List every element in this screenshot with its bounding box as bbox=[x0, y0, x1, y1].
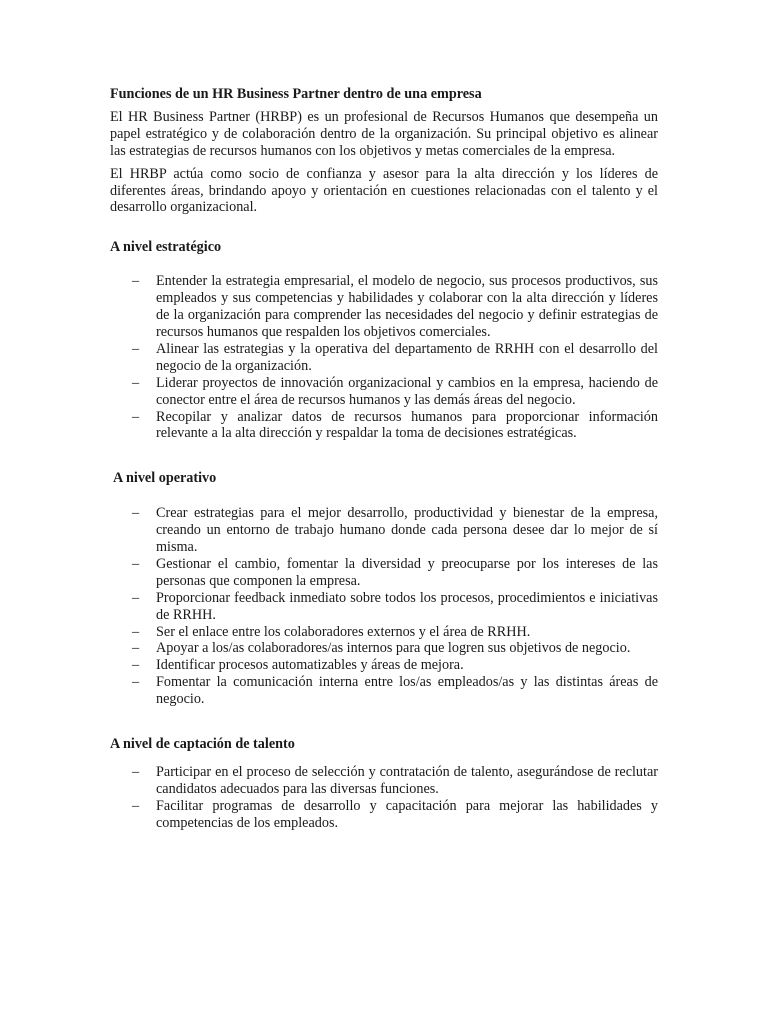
list-item bbox=[110, 624, 658, 641]
list-item bbox=[110, 590, 658, 624]
dash-bullet: – bbox=[132, 589, 140, 606]
dash-bullet: – bbox=[132, 340, 140, 357]
list-item bbox=[110, 375, 658, 409]
dash-bullet: – bbox=[132, 674, 140, 691]
list-item-text: Fomentar la comunicación interna entre los/as empleados/as y las distintas áreas de negocio. bbox=[156, 674, 658, 708]
list-item-text: Liderar proyectos de innovación organizacional y cambios en la empresa, haciendo de conector entre el área de recursos humanos y las demás áreas del negocio. bbox=[156, 374, 658, 408]
section-heading-operational: A nivel operativo bbox=[113, 470, 217, 487]
dash-bullet: – bbox=[132, 374, 140, 391]
list-item-text: Identificar procesos automatizables y áreas de mejora. bbox=[156, 657, 464, 674]
list-item-text: Proporcionar feedback inmediato sobre todos los procesos, procedimientos e iniciativas de RRHH. bbox=[156, 589, 658, 623]
list-item-text: Alinear las estrategias y la operativa del departamento de RRHH con el desarrollo del negocio de la organización. bbox=[156, 340, 658, 374]
dash-bullet: – bbox=[132, 623, 140, 640]
bullet-list-talent bbox=[110, 764, 658, 832]
list-item bbox=[110, 273, 658, 341]
list-item bbox=[110, 556, 658, 590]
intro-paragraph-2: El HRBP actúa como socio de confianza y asesor para la alta dirección y los líderes de diferentes áreas, brindando apoyo y orientación en cuestiones relacionadas con el talento y el desarrollo organizacional. bbox=[110, 165, 658, 216]
bullet-list-strategic bbox=[110, 273, 658, 442]
dash-bullet: – bbox=[132, 764, 140, 780]
dash-bullet: – bbox=[132, 273, 140, 290]
list-item bbox=[110, 764, 658, 798]
list-item-text: Participar en el proceso de selección y contratación de talento, asegurándose de reclutar candidatos adecuados para las diversas funciones. bbox=[156, 764, 658, 797]
dash-bullet: – bbox=[132, 640, 140, 657]
dash-bullet: – bbox=[132, 657, 140, 674]
list-item bbox=[110, 798, 658, 832]
document-title: Funciones de un HR Business Partner dentro de una empresa bbox=[110, 86, 482, 102]
list-item-text: Facilitar programas de desarrollo y capacitación para mejorar las habilidades y competencias de los empleados. bbox=[156, 797, 658, 831]
dash-bullet: – bbox=[132, 555, 140, 572]
list-item bbox=[110, 341, 658, 375]
list-item-text: Crear estrategias para el mejor desarrollo, productividad y bienestar de la empresa, creando un entorno de trabajo humano donde cada persona desee dar lo mejor de sí misma. bbox=[156, 505, 658, 556]
list-item bbox=[110, 505, 658, 556]
list-item-text: Gestionar el cambio, fomentar la diversidad y preocuparse por los intereses de las personas que componen la empresa. bbox=[156, 555, 658, 589]
dash-bullet: – bbox=[132, 797, 140, 814]
section-heading-strategic: A nivel estratégico bbox=[110, 239, 222, 256]
list-item bbox=[110, 640, 658, 657]
list-item bbox=[110, 674, 658, 708]
section-heading-talent: A nivel de captación de talento bbox=[110, 736, 295, 753]
list-item-text: Entender la estrategia empresarial, el modelo de negocio, sus procesos productivos, sus empleados y sus competencias y habilidades y colaborar con la alta dirección y líderes de la organización para comprender las necesidades del negocio y definir estrategias de recursos humanos que respalden los objetivos comerciales. bbox=[156, 273, 658, 340]
list-item-text: Ser el enlace entre los colaboradores externos y el área de RRHH. bbox=[156, 623, 531, 640]
intro-paragraph-1: El HR Business Partner (HRBP) es un profesional de Recursos Humanos que desempeña un papel estratégico y de colaboración dentro de la organización. Su principal objetivo es alinear las estrategias de recursos humanos con los objetivos y metas comerciales de la empresa. bbox=[110, 108, 658, 159]
list-item bbox=[110, 657, 658, 674]
bullet-list-operational bbox=[110, 505, 658, 708]
dash-bullet: – bbox=[132, 505, 140, 522]
list-item-text: Apoyar a los/as colaboradores/as internos para que logren sus objetivos de negocio. bbox=[156, 640, 631, 657]
dash-bullet: – bbox=[132, 408, 140, 425]
document-body bbox=[110, 86, 658, 832]
list-item-text: Recopilar y analizar datos de recursos humanos para proporcionar información relevante a la alta dirección y respaldar la toma de decisiones estratégicas. bbox=[156, 408, 658, 442]
list-item bbox=[110, 409, 658, 443]
